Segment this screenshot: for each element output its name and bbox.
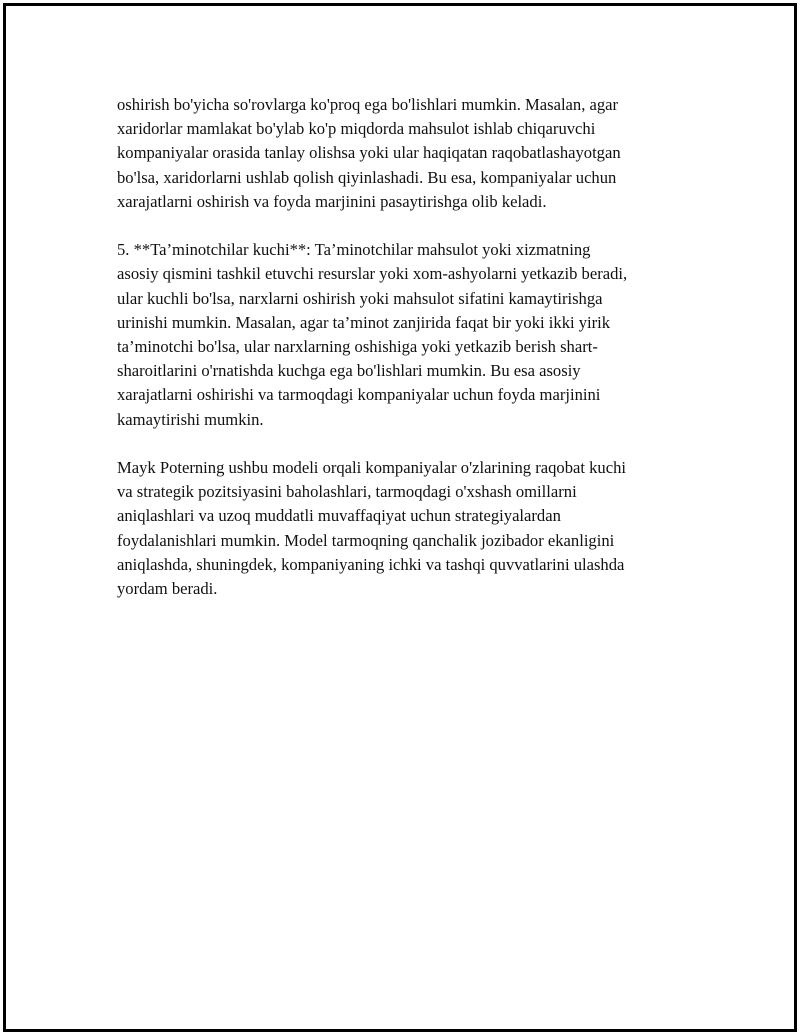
text-line: va strategik pozitsiyasini baholashlari, tarmoqdagi o'xshash omillarni bbox=[117, 482, 577, 502]
text-line: foydalanishlari mumkin. Model tarmoqning qanchalik jozibador ekanligini bbox=[117, 530, 615, 550]
text-line: Mayk Poterning ushbu modeli orqali kompaniyalar o'zlarining raqobat kuchi bbox=[117, 458, 626, 478]
text-line: bo'lsa, xaridorlarni ushlab qolish qiyinlashadi. Bu esa, kompaniyalar uchun bbox=[117, 167, 617, 187]
paragraph-conclusion bbox=[117, 456, 707, 601]
text-line: ular kuchli bo'lsa, narxlarni oshirish yoki mahsulot sifatini kamaytirishga bbox=[117, 288, 603, 308]
text-line: asosiy qismini tashkil etuvchi resurslar yoki xom-ashyolarni yetkazib beradi, bbox=[117, 264, 628, 284]
text-line: xarajatlarni oshirish va foyda marjinini pasaytirishga olib keladi. bbox=[117, 191, 547, 211]
document-body bbox=[117, 93, 707, 625]
text-line: xarajatlarni oshirishi va tarmoqdagi kompaniyalar uchun foyda marjinini bbox=[117, 385, 601, 405]
text-line: kompaniyalar orasida tanlay olishsa yoki ular haqiqatan raqobatlashayotgan bbox=[117, 143, 621, 163]
text-line: aniqlashda, shuningdek, kompaniyaning ichki va tashqi quvvatlarini ulashda bbox=[117, 554, 625, 574]
text-line: yordam beradi. bbox=[117, 579, 218, 599]
paragraph-suppliers-power bbox=[117, 238, 707, 432]
text-line: oshirish bo'yicha so'rovlarga ko'proq ega bo'lishlari mumkin. Masalan, agar bbox=[117, 95, 619, 114]
text-line: ta’minotchi bo'lsa, ular narxlarning oshishiga yoki yetkazib berish shart- bbox=[117, 337, 598, 357]
text-line: 5. **Ta’minotchilar kuchi**: Ta’minotchilar mahsulot yoki xizmatning bbox=[117, 240, 591, 260]
text-line: urinishi mumkin. Masalan, agar ta’minot zanjirida faqat bir yoki ikki yirik bbox=[117, 312, 611, 332]
text-line: kamaytirishi mumkin. bbox=[117, 409, 264, 429]
text-line: sharoitlarini o'rnatishda kuchga ega bo'lishlari mumkin. Bu esa asosiy bbox=[117, 361, 581, 381]
paragraph-buyers-power bbox=[117, 93, 707, 214]
text-line: xaridorlar mamlakat bo'ylab ko'p miqdorda mahsulot ishlab chiqaruvchi bbox=[117, 119, 596, 139]
text-line: aniqlashlari va uzoq muddatli muvaffaqiyat uchun strategiyalardan bbox=[117, 506, 561, 526]
